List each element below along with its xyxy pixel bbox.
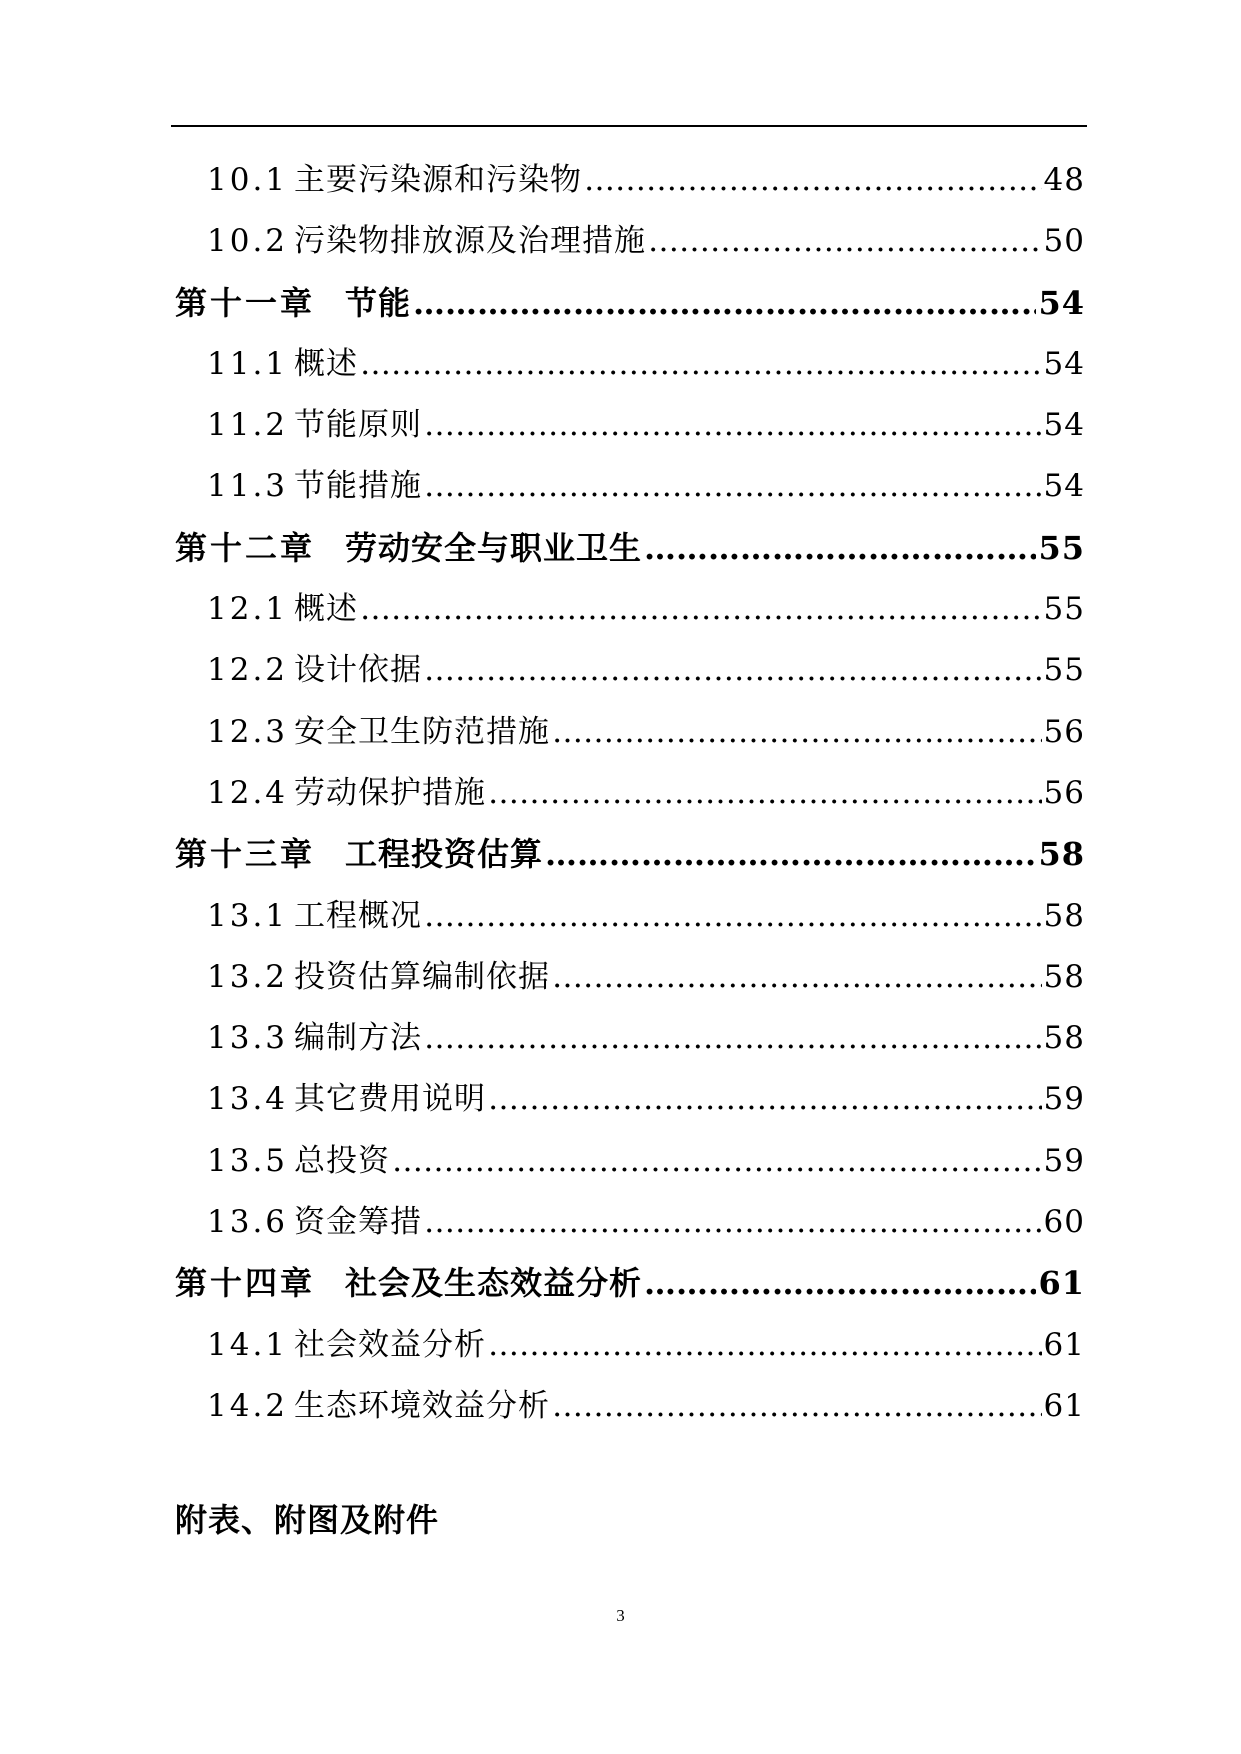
toc-dot-leader <box>360 334 1042 395</box>
toc-entry-title: 其它费用说明 <box>294 1081 487 1118</box>
toc-entry-number: 14.1 <box>207 1326 289 1363</box>
toc-entry-page: 61 <box>1038 1264 1085 1303</box>
toc-dot-leader <box>424 640 1042 701</box>
toc-entry-page: 50 <box>1043 223 1085 260</box>
toc-entry-title: 劳动保护措施 <box>294 774 487 811</box>
toc-entry-title: 劳动安全与职业卫生 <box>345 528 643 567</box>
toc-entry-number: 第十四章 <box>175 1264 316 1303</box>
toc-entry-number: 第十二章 <box>175 528 316 567</box>
toc-entry-number: 13.6 <box>207 1204 289 1241</box>
toc-entry-18[interactable] <box>175 1253 1085 1314</box>
toc-entry-20[interactable] <box>175 1376 1085 1437</box>
toc-entry-title: 社会效益分析 <box>294 1326 487 1363</box>
toc-entry-5[interactable] <box>175 456 1085 517</box>
toc-entry-17[interactable] <box>175 1192 1085 1253</box>
toc-entry-0[interactable] <box>175 150 1085 211</box>
toc-entry-title: 安全卫生防范措施 <box>294 713 551 750</box>
toc-entry-10[interactable] <box>175 763 1085 824</box>
toc-entry-1[interactable] <box>175 211 1085 272</box>
toc-entry-page: 58 <box>1043 1020 1085 1057</box>
toc-entry-number: 12.1 <box>207 591 289 628</box>
toc-entry-number: 12.3 <box>207 713 289 750</box>
table-of-contents <box>175 150 1085 1437</box>
toc-dot-leader <box>584 150 1042 211</box>
toc-entry-16[interactable] <box>175 1131 1085 1192</box>
page-number: 3 <box>616 1606 625 1625</box>
toc-entry-page: 61 <box>1043 1387 1085 1424</box>
toc-entry-4[interactable] <box>175 395 1085 456</box>
toc-entry-page: 54 <box>1043 468 1085 505</box>
toc-entry-page: 54 <box>1038 283 1085 322</box>
toc-dot-leader <box>392 1131 1042 1192</box>
toc-entry-page: 56 <box>1043 774 1085 811</box>
toc-dot-leader <box>545 824 1036 885</box>
toc-entry-page: 55 <box>1043 591 1085 628</box>
toc-dot-leader <box>424 456 1042 517</box>
toc-entry-number: 13.3 <box>207 1020 289 1057</box>
toc-entry-number: 第十一章 <box>175 283 316 322</box>
toc-dot-leader <box>552 947 1042 1008</box>
toc-dot-leader <box>413 273 1036 334</box>
toc-entry-9[interactable] <box>175 702 1085 763</box>
toc-entry-title: 总投资 <box>294 1142 391 1179</box>
toc-entry-page: 59 <box>1043 1081 1085 1118</box>
toc-entry-number: 10.2 <box>207 223 289 260</box>
toc-entry-page: 48 <box>1043 162 1085 198</box>
toc-entry-11[interactable] <box>175 824 1085 885</box>
toc-dot-leader <box>488 1069 1042 1130</box>
toc-entry-number: 13.5 <box>207 1142 289 1179</box>
toc-entry-number: 11.2 <box>207 407 289 444</box>
toc-dot-leader <box>360 579 1042 640</box>
toc-entry-page: 55 <box>1038 528 1085 567</box>
toc-entry-title: 社会及生态效益分析 <box>345 1264 643 1303</box>
toc-dot-leader <box>488 763 1042 824</box>
toc-entry-number: 14.2 <box>207 1387 289 1424</box>
toc-entry-title: 概述 <box>294 591 359 628</box>
toc-entry-title: 资金筹措 <box>294 1204 423 1241</box>
toc-entry-title: 投资估算编制依据 <box>294 958 551 995</box>
toc-entry-number: 11.1 <box>207 345 289 382</box>
toc-dot-leader <box>644 1253 1036 1314</box>
toc-entry-12[interactable] <box>175 886 1085 947</box>
toc-entry-title: 概述 <box>294 345 359 382</box>
toc-entry-page: 60 <box>1043 1204 1085 1241</box>
toc-entry-number: 第十三章 <box>175 835 316 874</box>
toc-dot-leader <box>648 211 1042 272</box>
toc-entry-title: 节能原则 <box>294 407 423 444</box>
toc-entry-7[interactable] <box>175 579 1085 640</box>
toc-dot-leader <box>424 395 1042 456</box>
toc-entry-number: 11.3 <box>207 468 289 505</box>
toc-entry-14[interactable] <box>175 1008 1085 1069</box>
toc-entry-19[interactable] <box>175 1315 1085 1376</box>
toc-entry-title: 污染物排放源及治理措施 <box>294 223 647 260</box>
toc-entry-page: 59 <box>1043 1142 1085 1179</box>
toc-entry-page: 55 <box>1043 652 1085 689</box>
toc-entry-8[interactable] <box>175 640 1085 701</box>
toc-entry-page: 58 <box>1038 835 1085 874</box>
toc-dot-leader <box>488 1315 1042 1376</box>
toc-dot-leader <box>424 886 1042 947</box>
toc-entry-number: 12.2 <box>207 652 289 689</box>
toc-entry-title: 设计依据 <box>294 652 423 689</box>
toc-entry-number: 13.1 <box>207 897 289 934</box>
appendix-heading[interactable]: 附表、附图及附件 <box>175 1501 440 1539</box>
toc-entry-title: 节能 <box>345 283 412 322</box>
toc-entry-page: 58 <box>1043 958 1085 995</box>
toc-entry-number: 10.1 <box>207 162 289 198</box>
toc-entry-3[interactable] <box>175 334 1085 395</box>
toc-entry-page: 54 <box>1043 407 1085 444</box>
toc-entry-title: 工程投资估算 <box>345 835 544 874</box>
header-rule <box>171 125 1087 127</box>
toc-dot-leader <box>552 702 1042 763</box>
toc-entry-title: 节能措施 <box>294 468 423 505</box>
toc-dot-leader <box>552 1376 1042 1437</box>
toc-dot-leader <box>424 1192 1042 1253</box>
toc-entry-number: 12.4 <box>207 774 289 811</box>
toc-entry-13[interactable] <box>175 947 1085 1008</box>
toc-entry-6[interactable] <box>175 518 1085 579</box>
toc-entry-page: 58 <box>1043 897 1085 934</box>
toc-entry-number: 13.4 <box>207 1081 289 1118</box>
toc-dot-leader <box>644 518 1036 579</box>
toc-entry-page: 61 <box>1043 1326 1085 1363</box>
toc-dot-leader <box>424 1008 1042 1069</box>
toc-entry-title: 工程概况 <box>294 897 423 934</box>
toc-entry-page: 56 <box>1043 713 1085 750</box>
toc-entry-15[interactable] <box>175 1069 1085 1130</box>
toc-entry-title: 编制方法 <box>294 1020 423 1057</box>
toc-entry-2[interactable] <box>175 273 1085 334</box>
toc-entry-page: 54 <box>1043 345 1085 382</box>
toc-entry-title: 主要污染源和污染物 <box>294 162 583 198</box>
toc-entry-number: 13.2 <box>207 958 289 995</box>
toc-entry-title: 生态环境效益分析 <box>294 1387 551 1424</box>
